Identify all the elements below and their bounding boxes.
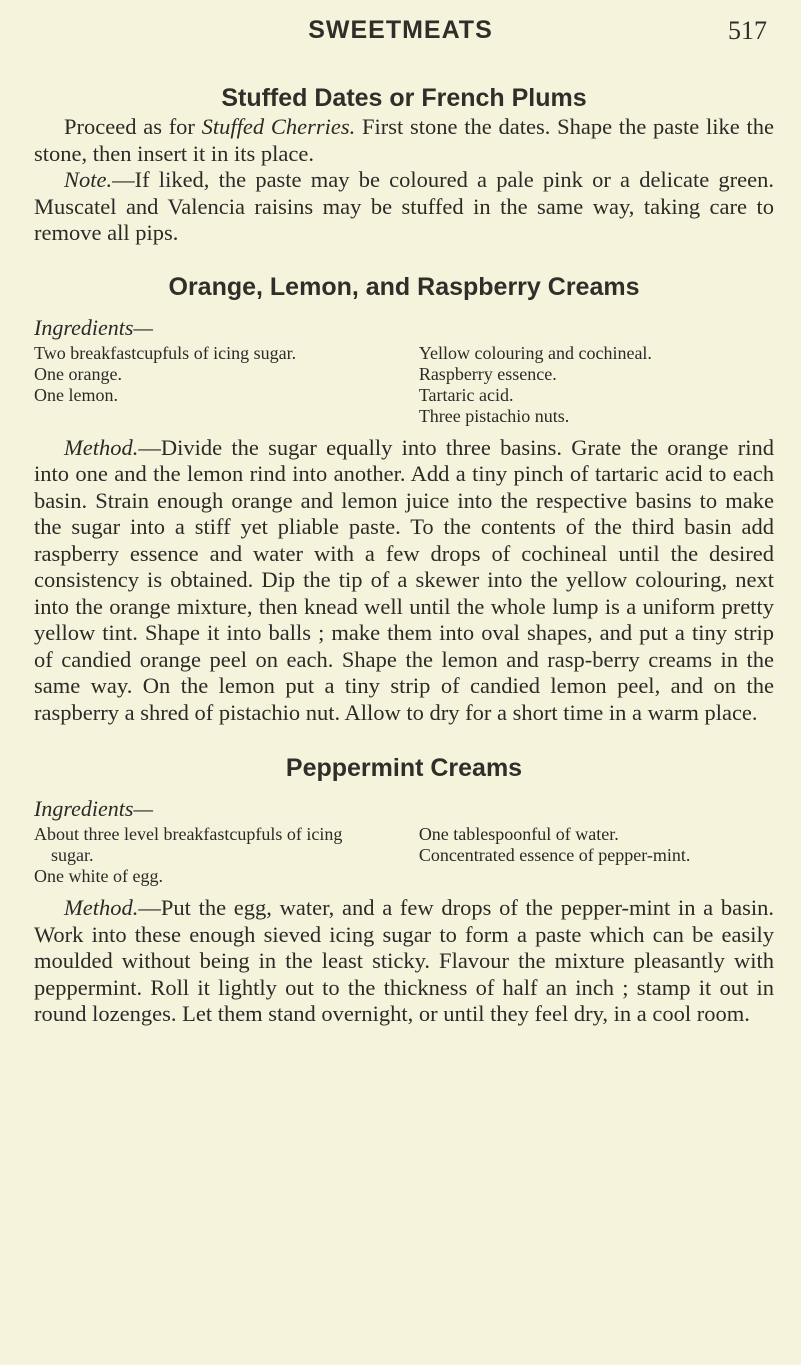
ingredient-item: One lemon.: [34, 384, 118, 405]
paragraph-text: Proceed as for: [64, 114, 202, 139]
method-text: —Put the egg, water, and a few drops of the pepper-mint in a basin. Work into these enough sieved icing sugar to form a paste which can be easily moulded without being in the least sticky. Flavour the mixture pleasantly with peppermint. Roll it lightly out to the thickness of half an inch ; stamp it out in round lozenges. Let them stand overnight, or until they feel dry, in a cool room.: [34, 895, 774, 1026]
ingredient-item: One white of egg.: [34, 866, 163, 886]
section-orange-lemon-raspberry-creams: [34, 271, 774, 727]
note-paragraph: [34, 167, 774, 247]
page-content: [34, 82, 774, 1028]
ingredients-list: [34, 824, 774, 887]
recipe-reference: Stuffed Cherries.: [201, 114, 356, 139]
ingredient-item: Tartaric acid.: [418, 384, 514, 405]
ingredient-item: One tablespoonful of water.: [418, 824, 619, 844]
running-title: SWEETMEATS: [308, 16, 493, 44]
ingredients-column-left: [34, 343, 389, 427]
method-lead: Method.: [64, 895, 139, 920]
ingredient-item: Yellow colouring and cochineal.: [418, 342, 652, 363]
method-text: —Divide the sugar equally into three basins. Grate the orange rind into one and the lemon rind into another. Add a tiny pinch of tartaric acid to each basin. Strain enough orange and lemon juice into the respective basins to make the sugar into a stiff yet pliable paste. To the contents of the third basin add raspberry essence and water with a few drops of cochineal until the desired consistency is obtained. Dip the tip of a skewer into the yellow colouring, next into the orange mixture, then knead well until the whole lump is a uniform pretty yellow tint. Shape it into balls ; make them into oval shapes, and put a tiny strip of candied orange peel on each. Shape the lemon and rasp-berry creams in the same way. On the lemon put a tiny strip of candied lemon peel, and on the raspberry a shred of pistachio nut. Allow to dry for a short time in a warm place.: [34, 434, 774, 725]
ingredients-column-left: [34, 824, 389, 887]
page-number: 517: [728, 16, 767, 45]
ingredients-label: Ingredients—: [34, 796, 153, 821]
ingredient-item: One orange.: [34, 363, 122, 384]
ingredient-item: Concentrated essence of pepper-mint.: [418, 845, 691, 865]
section-stuffed-dates: [34, 82, 774, 247]
paragraph: [34, 114, 774, 167]
section-peppermint-creams: [34, 752, 774, 1028]
ingredients-list: [34, 343, 774, 427]
ingredient-item: Two breakfastcupfuls of icing sugar.: [34, 342, 297, 363]
method-paragraph: [34, 435, 774, 727]
section-title: Peppermint Creams: [285, 754, 523, 782]
ingredient-item: Raspberry essence.: [418, 363, 557, 384]
method-lead: Method.: [64, 434, 139, 460]
ingredient-item: About three level breakfastcupfuls of icing sugar.: [34, 824, 343, 865]
note-text: —If liked, the paste may be coloured a pale pink or a delicate green. Muscatel and Valencia raisins may be stuffed in the same way, taking care to remove all pips.: [34, 167, 774, 245]
ingredient-item: Three pistachio nuts.: [418, 405, 570, 426]
method-paragraph: [34, 895, 774, 1028]
paragraph-text: First stone the dates. Shape the paste like the stone, then insert it in its place.: [34, 114, 774, 166]
ingredients-label: Ingredients—: [34, 314, 153, 340]
section-title: Orange, Lemon, and Raspberry Creams: [168, 272, 640, 301]
section-title: Stuffed Dates or French Plums: [221, 84, 587, 112]
note-lead: Note.: [64, 167, 113, 192]
ingredients-column-right: [419, 824, 774, 887]
running-header: [0, 16, 801, 52]
ingredients-column-right: [419, 343, 774, 427]
